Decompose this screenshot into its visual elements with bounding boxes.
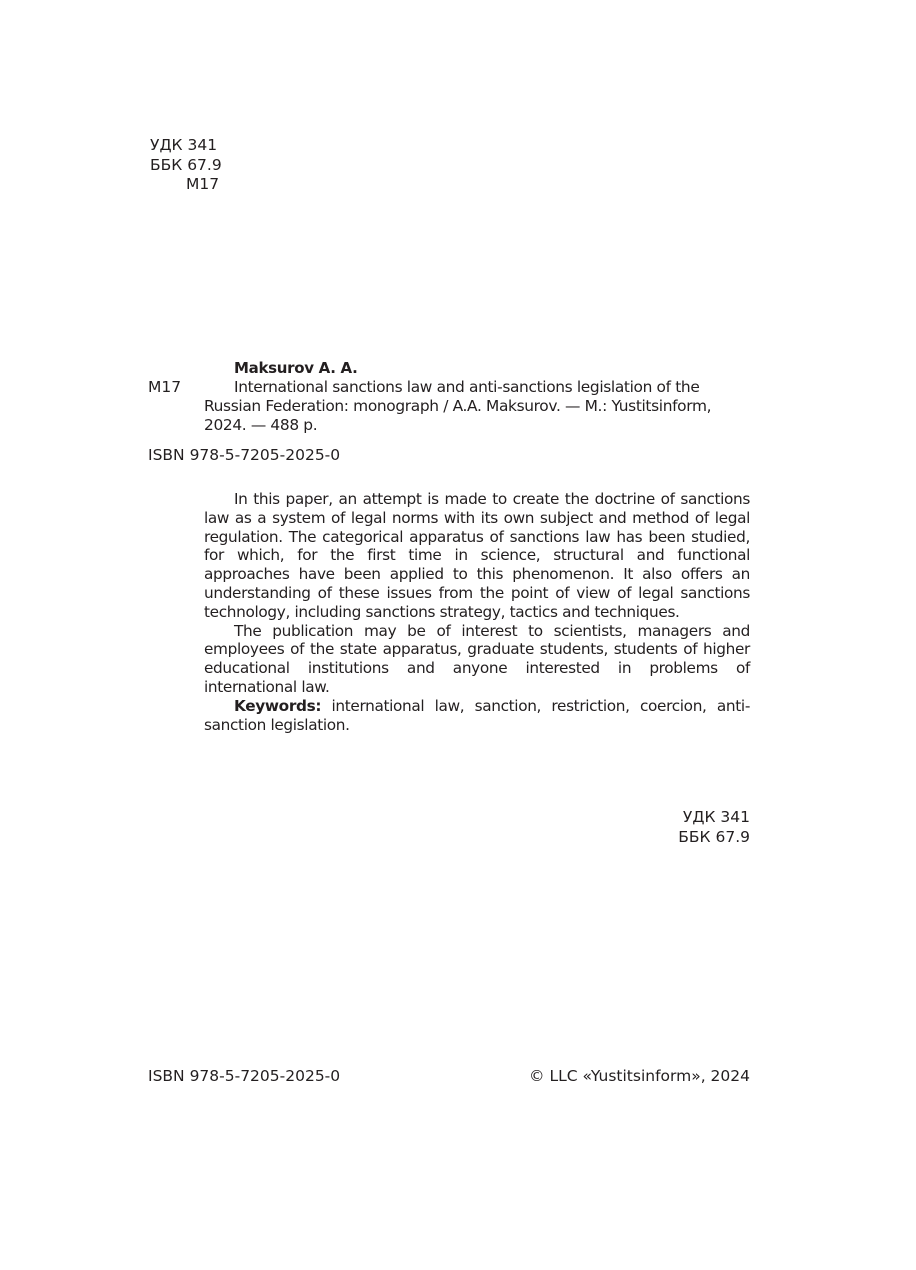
author-mark-bib: М17 <box>148 378 182 396</box>
keywords-label: Keywords: <box>234 696 322 715</box>
author-mark: М17 <box>186 175 220 193</box>
classification-codes-top <box>150 136 222 195</box>
bibliographic-description: International sanctions law and anti-sanctions legislation of the Russian Federation: monograph / A.A. Maksurov. — M.: Yustitsinform, 2024. — 488 p. <box>204 378 712 434</box>
abstract <box>204 490 750 734</box>
udk-code: УДК 341 <box>682 808 750 826</box>
footer-isbn: ISBN 978-5-7205-2025-0 <box>148 1067 341 1085</box>
bibliographic-record <box>148 359 750 435</box>
bbk-code: ББК 67.9 <box>678 827 750 846</box>
abstract-paragraph: The publication may be of interest to scientists, managers and employees of the state apparatus, graduate students, students of higher educational institutions and anyone interested in problems of international law. <box>204 621 750 696</box>
isbn-line: ISBN 978-5-7205-2025-0 <box>148 446 341 464</box>
classification-codes-bottom <box>678 808 750 847</box>
bbk-code: ББК 67.9 <box>150 155 222 174</box>
keywords-paragraph <box>204 697 750 735</box>
bibliographic-entry <box>148 378 750 435</box>
copyright-notice: © LLC «Yustitsinform», 2024 <box>529 1067 750 1085</box>
keywords-text: international law, sanction, restriction, coercion, anti-sanction legislation. <box>204 696 750 734</box>
author-name: Maksurov A. A. <box>234 359 358 377</box>
udk-code: УДК 341 <box>150 136 218 154</box>
abstract-paragraph: In this paper, an attempt is made to create the doctrine of sanctions law as a system of legal norms with its own subject and method of legal regulation. The categorical apparatus of sanctions law has been studied, for which, for the first time in science, structural and functional approaches have been applied to this phenomenon. It also offers an understanding of these issues from the point of view of legal sanctions technology, including sanctions strategy, tactics and techniques. <box>204 490 750 621</box>
